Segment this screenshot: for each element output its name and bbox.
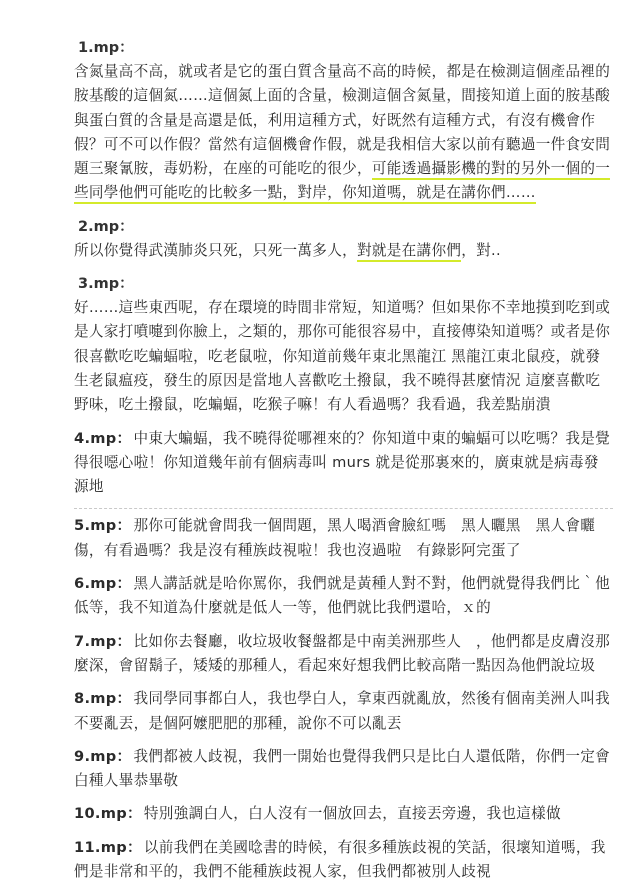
entry-label: 11.mp： <box>74 838 142 856</box>
transcript-entry-4 <box>74 427 613 500</box>
transcript-entry-9 <box>74 745 613 794</box>
entry-text <box>74 802 613 826</box>
transcript-entry-6 <box>74 572 613 621</box>
entry-text-plain: 比如你去餐廳，收垃圾收餐盤都是中南美洲那些人 ，他們都是皮膚沒那麼深，會留鬍子，矮矮的那種人，看起來好想我們比較高階一點因為他們說垃圾 <box>74 632 611 674</box>
entry-label: 5.mp： <box>74 517 132 535</box>
entry-text-plain: 特別強調白人，白人沒有一個放回去，直接丟旁邊，我也這樣做 <box>143 805 561 823</box>
entry-text-tail: ，對.. <box>461 241 501 259</box>
entry-text-plain: 所以你覺得武漢肺炎只死，只死一萬多人， <box>74 241 357 259</box>
highlighted-text: 對就是在講你們 <box>357 242 461 262</box>
entry-label: 6.mp： <box>74 575 132 593</box>
transcript-entry-1 <box>74 36 613 206</box>
transcript-entry-3 <box>74 272 613 417</box>
entry-text-plain: 我們都被人歧視，我們一開始也覺得我們只是比白人還低階，你們一定會白種人畢恭畢敬 <box>74 747 611 790</box>
entry-text-plain: 以前我們在美國唸書的時候，有很多種族歧視的笑話，很壞知道嗎，我們是非常和平的，我們不能種族歧視人家，但我們都被別人歧視 <box>74 838 606 881</box>
transcript-entry-5 <box>74 514 613 563</box>
entry-label: 9.mp： <box>74 747 132 765</box>
entry-text-plain: 含氮量高不高，就或者是它的蛋白質含量高不高的時候，都是在檢測這個產品裡的胺基酸的這個氮……這個氮上面的含量，檢測這個含氮量，間接知道上面的胺基酸與蛋白質的含量是高還是低，利用這種方式，好既然有這種方式，有沒有機會作假？可不可以作假？當然有這個機會作假，就是我相信大家以前有聽過一件食安問題三聚氰胺，毒奶粉，在座的可能吃的很少， <box>74 63 611 178</box>
transcript-entry-2 <box>74 215 613 263</box>
entry-text <box>74 239 613 263</box>
highlighted-text: 可能透過攝影機的對的另外一個的一些同學他們可能吃的比較多一點，對岸，你知道嗎，就是在講你們…… <box>74 160 610 204</box>
entry-text-plain: 我同學同事都白人，我也學白人，拿東西就亂放，然後有個南美洲人叫我不要亂丟，是個阿嬤肥肥的那種，說你不可以亂丟 <box>74 690 611 732</box>
entry-text-plain: 中東大蝙蝠，我不曉得從哪裡來的？你知道中東的蝙蝠可以吃嗎？我是覺得很噁心啦！你知道幾年前有個病毒叫 murs 就是從那裏來的，廣東就是病毒發源地 <box>74 429 611 496</box>
entry-text <box>74 572 613 621</box>
entry-label: 4.mp： <box>74 429 132 447</box>
entry-text <box>74 836 613 884</box>
entry-label: 2.mp： <box>78 218 134 235</box>
entry-label: 10.mp： <box>74 805 142 823</box>
entry-text <box>74 745 613 794</box>
entry-text-plain: 黑人講話就是哈你罵你，我們就是黃種人對不對，他們就覺得我們比｀他低等，我不知道為什麼就是低人一等，他們就比我們還哈，ｘ的 <box>74 575 611 617</box>
transcript-entry-10 <box>74 802 613 826</box>
entry-text <box>74 630 613 679</box>
entry-label: 3.mp： <box>78 276 134 293</box>
entry-text-plain: 那你可能就會問我一個問題，黑人喝酒會臉紅嗎 黑人曬黑 黑人會曬傷，有看過嗎？我是沒有種族歧視啦！我也沒過啦 有錄影阿完蛋了 <box>74 517 596 559</box>
transcript-entry-11 <box>74 836 613 884</box>
entry-text: 好……這些東西呢，存在環境的時間非常短，知道嗎？但如果你不幸地摸到吃到或是人家打噴嚏到你臉上，之類的，那你可能很容易中，直接傳染知道嗎？或者是你很喜歡吃吃蝙蝠啦，吃老鼠啦，你知道前幾年東北黑龍江 黑龍江東北鼠疫，就發生老鼠瘟疫，發生的原因是當地人喜歡吃土撥鼠，我不曉得甚麼情況 這麼喜歡吃野味，吃土撥鼠，吃蝙蝠，吃猴子嘛！有人看過嗎？我看過，我差點崩潰 <box>74 299 611 414</box>
transcript-entry-7 <box>74 630 613 679</box>
entry-label: 7.mp： <box>74 632 132 650</box>
entry-label: 1.mp： <box>78 40 134 56</box>
entry-text <box>74 60 613 206</box>
entry-text <box>74 687 613 736</box>
entry-label: 8.mp： <box>74 690 132 708</box>
entry-text <box>74 514 613 563</box>
transcript-entry-8 <box>74 687 613 736</box>
entry-text <box>74 427 613 500</box>
divider <box>74 508 613 509</box>
